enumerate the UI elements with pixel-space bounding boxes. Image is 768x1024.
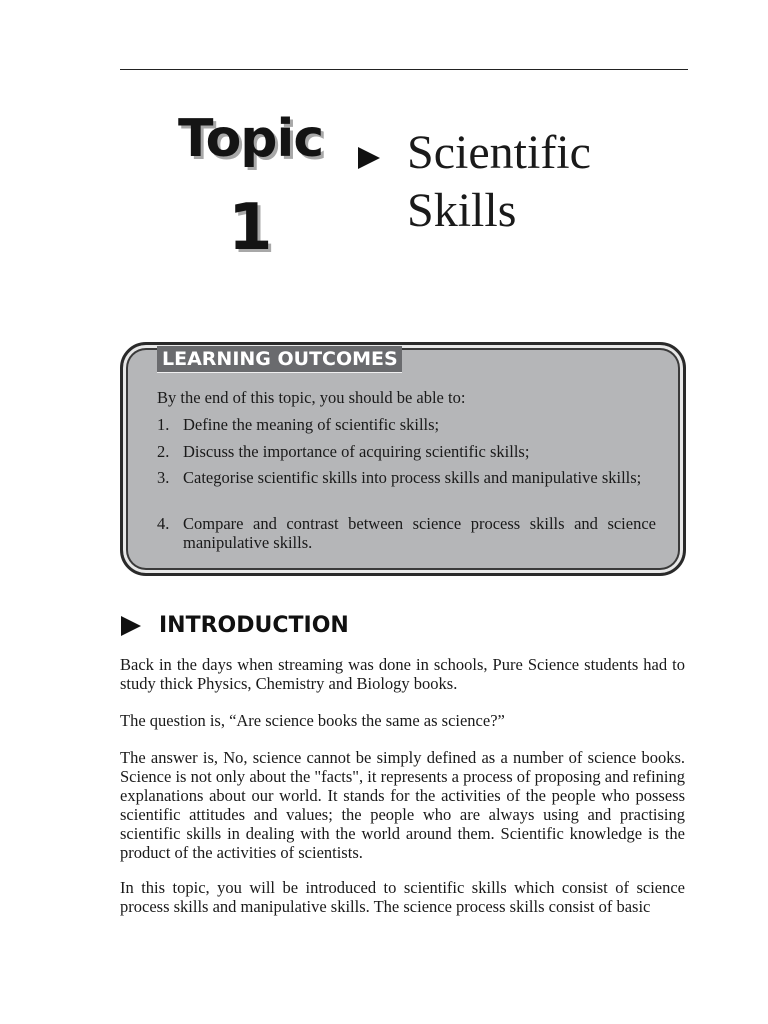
- learning-outcomes-heading: LEARNING OUTCOMES: [157, 346, 402, 373]
- title-arrow-icon: [358, 147, 380, 169]
- paragraph: Back in the days when streaming was done in schools, Pure Science students had to study thick Physics, Chemistry and Biology books.: [120, 655, 685, 693]
- learning-outcome-item: [157, 514, 656, 552]
- topic-label: Topic: [178, 109, 324, 169]
- topic-number: 1: [228, 191, 273, 265]
- learning-outcome-item: [157, 415, 656, 434]
- learning-outcome-text: Compare and contrast between science process skills and science manipulative skills.: [183, 514, 656, 552]
- section-heading: INTRODUCTION: [159, 613, 349, 638]
- learning-outcome-text: Define the meaning of scientific skills;: [183, 415, 440, 434]
- learning-outcome-text: Discuss the importance of acquiring scientific skills;: [183, 442, 530, 461]
- page-title-line-1: Scientific: [407, 126, 591, 179]
- learning-outcome-number: 1.: [157, 415, 170, 434]
- paragraph: The question is, “Are science books the same as science?”: [120, 711, 505, 730]
- learning-outcome-text: Categorise scientific skills into process skills and manipulative skills;: [183, 468, 642, 487]
- learning-outcome-number: 4.: [157, 514, 170, 533]
- learning-outcome-item: [157, 468, 656, 487]
- page-title-line-2: Skills: [407, 184, 517, 237]
- top-rule: [120, 69, 688, 70]
- section-arrow-icon: [121, 616, 141, 636]
- learning-outcome-item: [157, 442, 656, 461]
- learning-outcomes-intro: By the end of this topic, you should be able to:: [157, 388, 466, 407]
- page-title: [407, 124, 591, 240]
- paragraph: The answer is, No, science cannot be simply defined as a number of science books. Science is not only about the "facts", it represents a process of proposing and refining explanations about our world. It stands for the activities of the people who possess scientific attitudes and values; the people who are always using and practising scientific skills in dealing with the world around them. Scientific knowledge is the product of the activities of scientists.: [120, 748, 685, 862]
- paragraph: In this topic, you will be introduced to scientific skills which consist of science process skills and manipulative skills. The science process skills consist of basic: [120, 878, 685, 916]
- learning-outcome-number: 2.: [157, 442, 170, 461]
- learning-outcome-number: 3.: [157, 468, 170, 487]
